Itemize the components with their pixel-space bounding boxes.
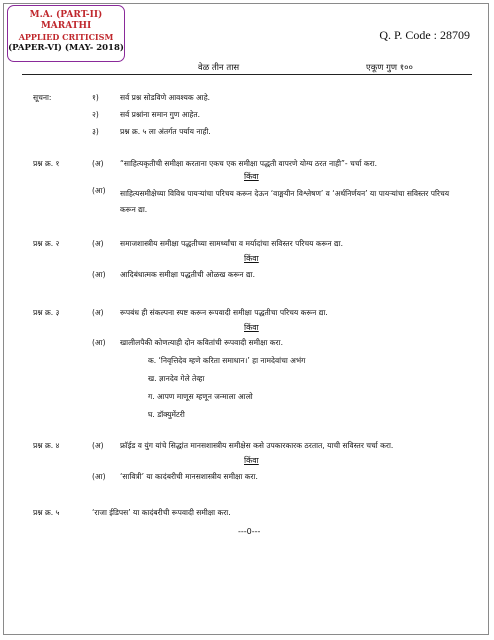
q3-b-num: (आ)	[92, 338, 106, 347]
subject-title: MARATHI	[40, 21, 92, 31]
or-label: किंवा	[244, 254, 259, 263]
instruction-num-3: ३)	[92, 127, 99, 136]
paper-code: (PAPER-VI) (MAY- 2018)	[8, 43, 124, 53]
q1-label: प्रश्न क्र. १	[33, 159, 60, 168]
instruction-num-1: १)	[92, 93, 99, 102]
q1-a-text: “साहित्यकृतीची समीक्षा करताना एकच एक समीक्षा पद्धती वापरणे योग्य ठरत नाही”- चर्चा करा.	[120, 159, 378, 168]
q3-label: प्रश्न क्र. ३	[33, 308, 60, 317]
course-title: M.A. (PART-II)	[29, 10, 103, 20]
q2-a-num: (अ)	[92, 239, 104, 248]
q1-b-text: साहित्यसमीक्षेच्या विविध पायऱ्यांचा परिचय करून देऊन ‘वाङ्मयीन विश्लेषण’ व ‘अर्थनिर्णयन’ या पायऱ्यांचा सविस्तर परिचय करून द्या.	[120, 189, 450, 214]
instruction-3: प्रश्न क्र. ५ ला अंतर्गत पर्याय नाही.	[120, 127, 211, 136]
instruction-1: सर्व प्रश्न सोडविणे आवश्यक आहे.	[120, 93, 211, 102]
q4-a-num: (अ)	[92, 441, 104, 450]
q3-a-text: रूपबंध ही संकल्पना स्पष्ट करून रूपवादी समीक्षा पद्धतीचा परिचय करून द्या.	[120, 308, 328, 317]
or-label: किंवा	[244, 172, 259, 181]
q3-b-text: खालीलपैकी कोणत्याही दोन कवितांची रूपवादी समीक्षा करा.	[120, 338, 283, 347]
q2-label: प्रश्न क्र. २	[33, 239, 60, 248]
q5-label: प्रश्न क्र. ५	[33, 508, 60, 517]
instructions-label: सूचना:	[33, 93, 52, 102]
q3-option-2: ख. ज्ञानदेव गेले तेव्हा	[148, 374, 205, 383]
q2-b-text: आदिबंधात्मक समीक्षा पद्धतीची ओळख करून द्या.	[120, 270, 256, 279]
total-marks: एकूण गुण १००	[366, 63, 413, 73]
q5-text: ‘राजा ईडिपस’ या कादंबरीची रूपवादी समीक्षा करा.	[92, 508, 231, 517]
qp-code: Q. P. Code : 28709	[379, 28, 470, 42]
q4-a-text: फ्रॉईड व युंग यांचे सिद्धांत मानसशास्त्रीय समीक्षेस कसे उपकारकारक ठरतात, याची सविस्तर चर्चा करा.	[120, 441, 394, 450]
q4-label: प्रश्न क्र. ४	[33, 441, 60, 450]
end-mark: ---0---	[238, 527, 261, 536]
q1-a-num: (अ)	[92, 159, 104, 168]
or-label: किंवा	[244, 323, 259, 332]
q1-b-num: (आ)	[92, 186, 106, 195]
header-rule	[22, 74, 472, 75]
q3-option-3: ग. आपण माणूस म्हणून जन्माला आलो	[148, 392, 253, 401]
page-border	[3, 3, 489, 635]
q4-b-text: ‘सावित्री’ या कादंबरीची मानसशास्त्रीय समीक्षा करा.	[120, 472, 258, 481]
q2-a-text: समाजशास्त्रीय समीक्षा पद्धतीच्या सामर्थ्यांचा व मर्यादांचा सविस्तर परिचय करून द्या.	[120, 239, 344, 248]
exam-time: वेळ तीन तास	[198, 63, 240, 73]
q2-b-num: (आ)	[92, 270, 106, 279]
q4-b-num: (आ)	[92, 472, 106, 481]
q3-option-4: घ. डॉक्युमेंटरी	[148, 410, 185, 419]
q3-option-1: क. ‘निवृत्तिदेव म्हणे करिता समाधान।’ हा नामदेवांचा अभंग	[148, 356, 306, 365]
paper-header-box	[7, 5, 125, 62]
q3-a-num: (अ)	[92, 308, 104, 317]
instruction-2: सर्व प्रश्नांना समान गुण आहेत.	[120, 110, 201, 119]
or-label: किंवा	[244, 456, 259, 465]
paper-name: APPLIED CRITICISM	[18, 32, 114, 42]
instruction-num-2: २)	[92, 110, 99, 119]
